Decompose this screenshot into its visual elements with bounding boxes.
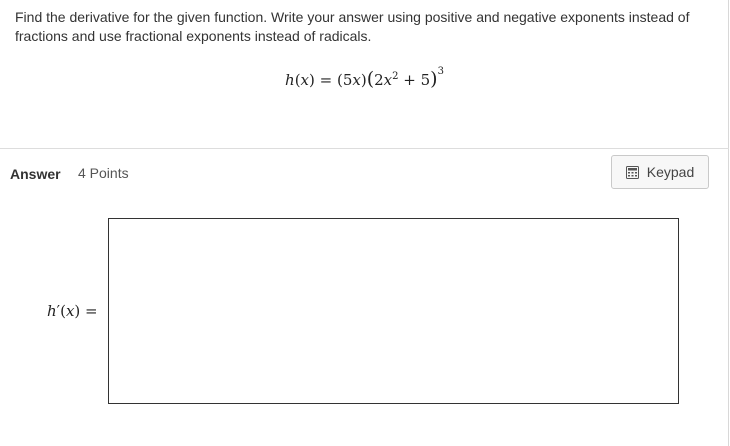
keypad-button[interactable] (611, 155, 709, 189)
calculator-icon (626, 166, 639, 179)
question-text: Find the derivative for the given function. Write your answer using positive and negative exponents instead of fractions and use fractional exponents instead of radicals. (15, 9, 690, 44)
derivative-fn-var: x (65, 302, 75, 320)
derivative-label: h′(x) = (47, 302, 98, 320)
formula-poly-coef: 2 (374, 71, 384, 89)
points-label: 4 Points (78, 165, 129, 181)
formula-fn-name: h (285, 71, 295, 89)
formula-coef: 5 (342, 71, 353, 89)
formula-poly-const: 5 (420, 71, 431, 89)
section-divider (0, 148, 729, 149)
formula-inner-var: x (352, 71, 361, 89)
formula-poly-var: x (383, 71, 393, 89)
formula-poly-exp: 2 (392, 71, 399, 82)
formula-fn-var: x (300, 71, 310, 89)
function-formula: $h(x) = (5x)(2x^2 + 5)^3$ (285, 66, 444, 90)
formula-outer-exp: 3 (437, 66, 444, 77)
answer-input[interactable] (108, 218, 679, 404)
keypad-label: Keypad (646, 164, 695, 180)
derivative-fn-name: h (47, 302, 57, 320)
answer-label: Answer (10, 166, 61, 182)
